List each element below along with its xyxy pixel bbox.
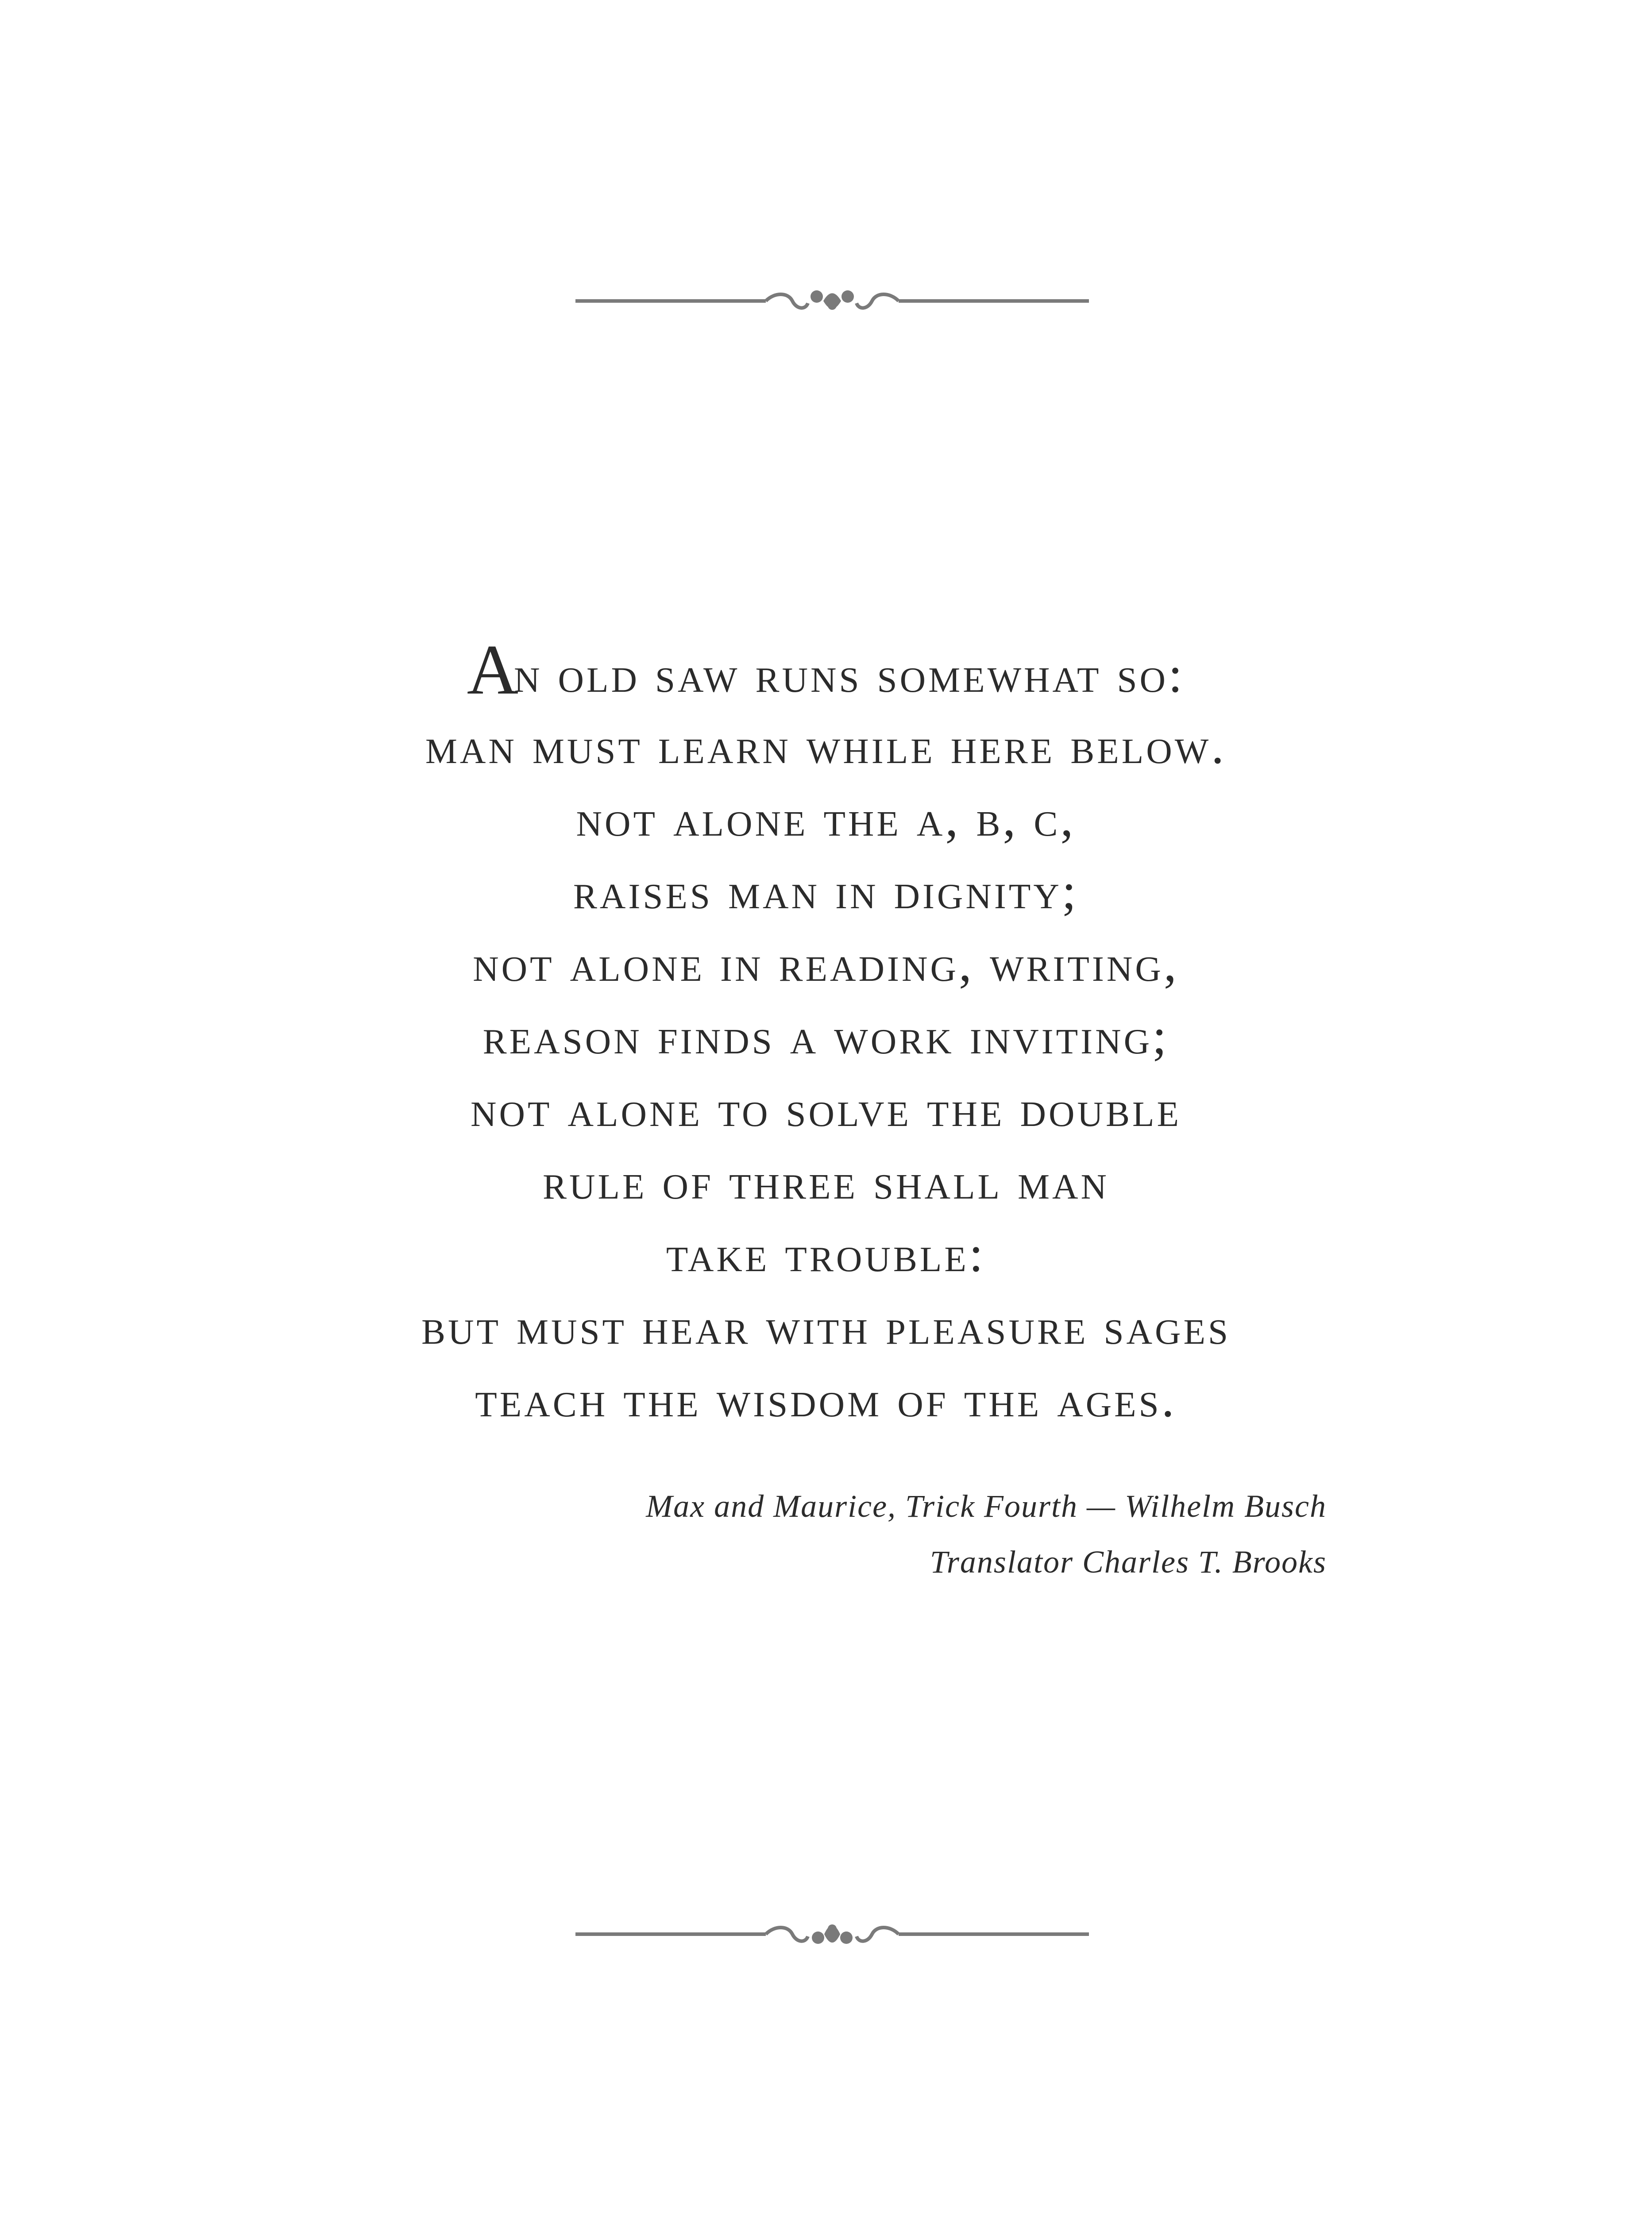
poem-line-3: not alone the a, b, c,: [576, 790, 1076, 847]
attribution-source: Max and Maurice, Trick Fourth — Wilhelm Busch: [646, 1488, 1327, 1524]
attribution-translator: Translator Charles T. Brooks: [930, 1544, 1327, 1580]
poem-line-10: but must hear with pleasure sages: [421, 1299, 1231, 1355]
poem-line-4: raises man in dignity;: [573, 863, 1079, 920]
poem-line-7: not alone to solve the double: [471, 1081, 1181, 1137]
poem-line-6: reason finds a work inviting;: [482, 1008, 1170, 1065]
poem-line-8: rule of three shall man: [543, 1153, 1109, 1210]
poem-line-11: teach the wisdom of the ages.: [475, 1371, 1177, 1428]
poem-line-9: take trouble:: [666, 1226, 986, 1283]
bottom-flourish-divider-icon: [575, 1916, 1089, 1952]
poem-line-2: man must learn while here below.: [425, 718, 1227, 775]
poem-line-5: not alone in reading, writing,: [473, 936, 1179, 992]
poem-line-text: n old saw runs somewhat so:: [513, 647, 1185, 703]
drop-cap-letter: a: [467, 603, 518, 716]
top-flourish-divider-icon: [575, 283, 1089, 319]
poem-block: [0, 603, 1652, 1436]
poem-line-1: [0, 603, 1652, 716]
attribution: [646, 1478, 1327, 1590]
